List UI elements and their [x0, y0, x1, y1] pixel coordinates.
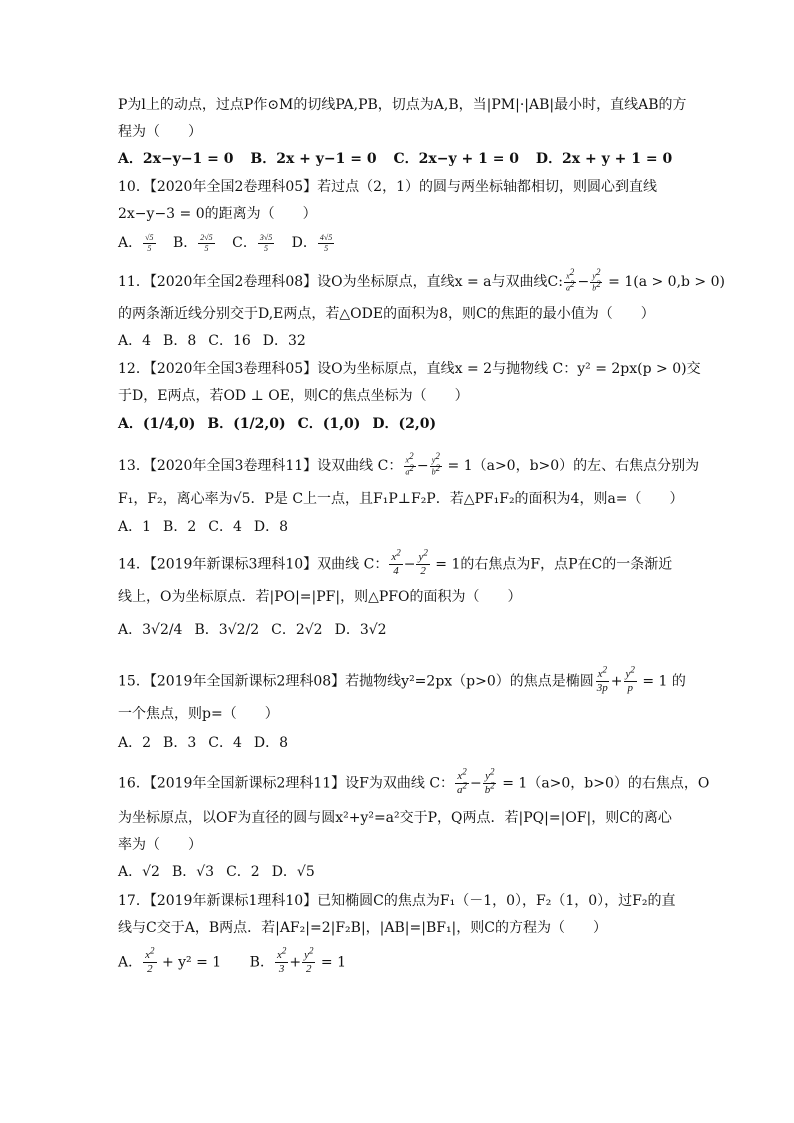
q16-line1: 16．【2019年全国新课标2理科11】设F为双曲线 C： $\frac{x^2}{a^2}$ − $\frac{y^2}{b^2}$ = 1（a>0，b>0）的右焦点，O — [118, 766, 710, 796]
q16-line3: 率为（ ） — [118, 837, 202, 853]
q9-line2: 程为（ ） — [118, 124, 202, 140]
q10-line2: 2x−y−3 = 0的距离为（ ） — [118, 206, 317, 222]
q12-line1: 12．【2020年全国3卷理科05】设O为坐标原点，直线x = 2与抛物线 C：y² = 2px(p > 0)交 — [118, 361, 701, 377]
q11-line1: 11．【2020年全国2卷理科08】设O为坐标原点，直线x = a与双曲线C: $\frac{x^2}{a^2}$ − $\frac{y^2}{b^2}$ = 1(a > 0,b > 0) — [118, 267, 725, 293]
q9-option-b: B．2x + y−1 = 0 — [250, 151, 377, 167]
q9-option-c: C．2x−y + 1 = 0 — [393, 151, 520, 167]
q15-options: A．2 B．3 C．4 D．8 — [118, 735, 288, 751]
q13-line1: 13．【2020年全国3卷理科11】设双曲线 C： $\frac{x^2}{a^2}$ − $\frac{y^2}{b^2}$ = 1（a>0，b>0）的左、右焦点分别为 — [118, 451, 700, 477]
q13-line2: F₁，F₂，离心率为√5．P是 C上一点，且F₁P⊥F₂P．若△PF₁F₂的面积为4，则a=（ ） — [118, 491, 684, 507]
q17-options: A． $\frac{x^2}{2}$ + y² = 1 B． $\frac{x^2}{3}$ + $\frac{y^2}{2}$ = 1 — [118, 945, 347, 975]
q16-line2: 为坐标原点，以OF为直径的圆与圆x²+y²=a²交于P，Q两点．若|PQ|=|OF|，则C的离心 — [118, 810, 672, 826]
q10-line1: 10．【2020年全国2卷理科05】若过点（2，1）的圆与两坐标轴都相切，则圆心到直线 — [118, 179, 657, 195]
q16-options: A．√2 B．√3 C．2 D．√5 — [118, 864, 315, 880]
q14-line2: 线上，O为坐标原点．若|PO|=|PF|，则△PFO的面积为（ ） — [118, 589, 522, 605]
q14-options: A．3√2/4 B．3√2/2 C．2√2 D．3√2 — [118, 622, 387, 638]
q11-options: A．4 B．8 C．16 D．32 — [118, 333, 306, 349]
q9-option-a: A．2x−y−1 = 0 — [118, 151, 234, 167]
q9-option-d: D．2x + y + 1 = 0 — [535, 151, 673, 167]
q9-line1: P为l上的动点，过点P作⊙M的切线PA,PB，切点为A,B，当|PM|·|AB|最小时，直线AB的方 — [118, 97, 687, 113]
q11-line2: 的两条渐近线分别交于D,E两点，若△ODE的面积为8，则C的焦距的最小值为（ ） — [118, 306, 655, 322]
q13-options: A．1 B．2 C．4 D．8 — [118, 519, 288, 535]
q12-options: A．(1/4,0) B．(1/2,0) C．(1,0) D．(2,0) — [118, 416, 437, 432]
q14-line1: 14．【2019年新课标3理科10】双曲线 C： $\frac{x^2}{4}$ − $\frac{y^2}{2}$ = 1的右焦点为F，点P在C的一条渐近 — [118, 547, 673, 577]
q12-line2: 于D，E两点，若OD ⊥ OE，则C的焦点坐标为（ ） — [118, 388, 469, 404]
q10-options: A． $\frac{√5}{5}$ B． $\frac{2√5}{5}$ C． $\frac{3√5}{5}$ D． $\frac{4√5}{5}$ — [118, 232, 333, 253]
q15-line1: 15．【2019年全国新课标2理科08】若抛物线y²=2px（p>0）的焦点是椭圆 $\frac{x^2}{3p}$ + $\frac{y^2}{p}$ = 1 的 — [118, 664, 686, 694]
q9-options — [118, 149, 672, 169]
q15-line2: 一个焦点，则p=（ ） — [118, 706, 279, 722]
q17-line1: 17．【2019年新课标1理科10】已知椭圆C的焦点为F₁（－1，0），F₂（1，0），过F₂的直 — [118, 893, 676, 909]
q17-line2: 线与C交于A，B两点．若|AF₂|=2|F₂B|，|AB|=|BF₁|，则C的方程为（ ） — [118, 920, 607, 936]
